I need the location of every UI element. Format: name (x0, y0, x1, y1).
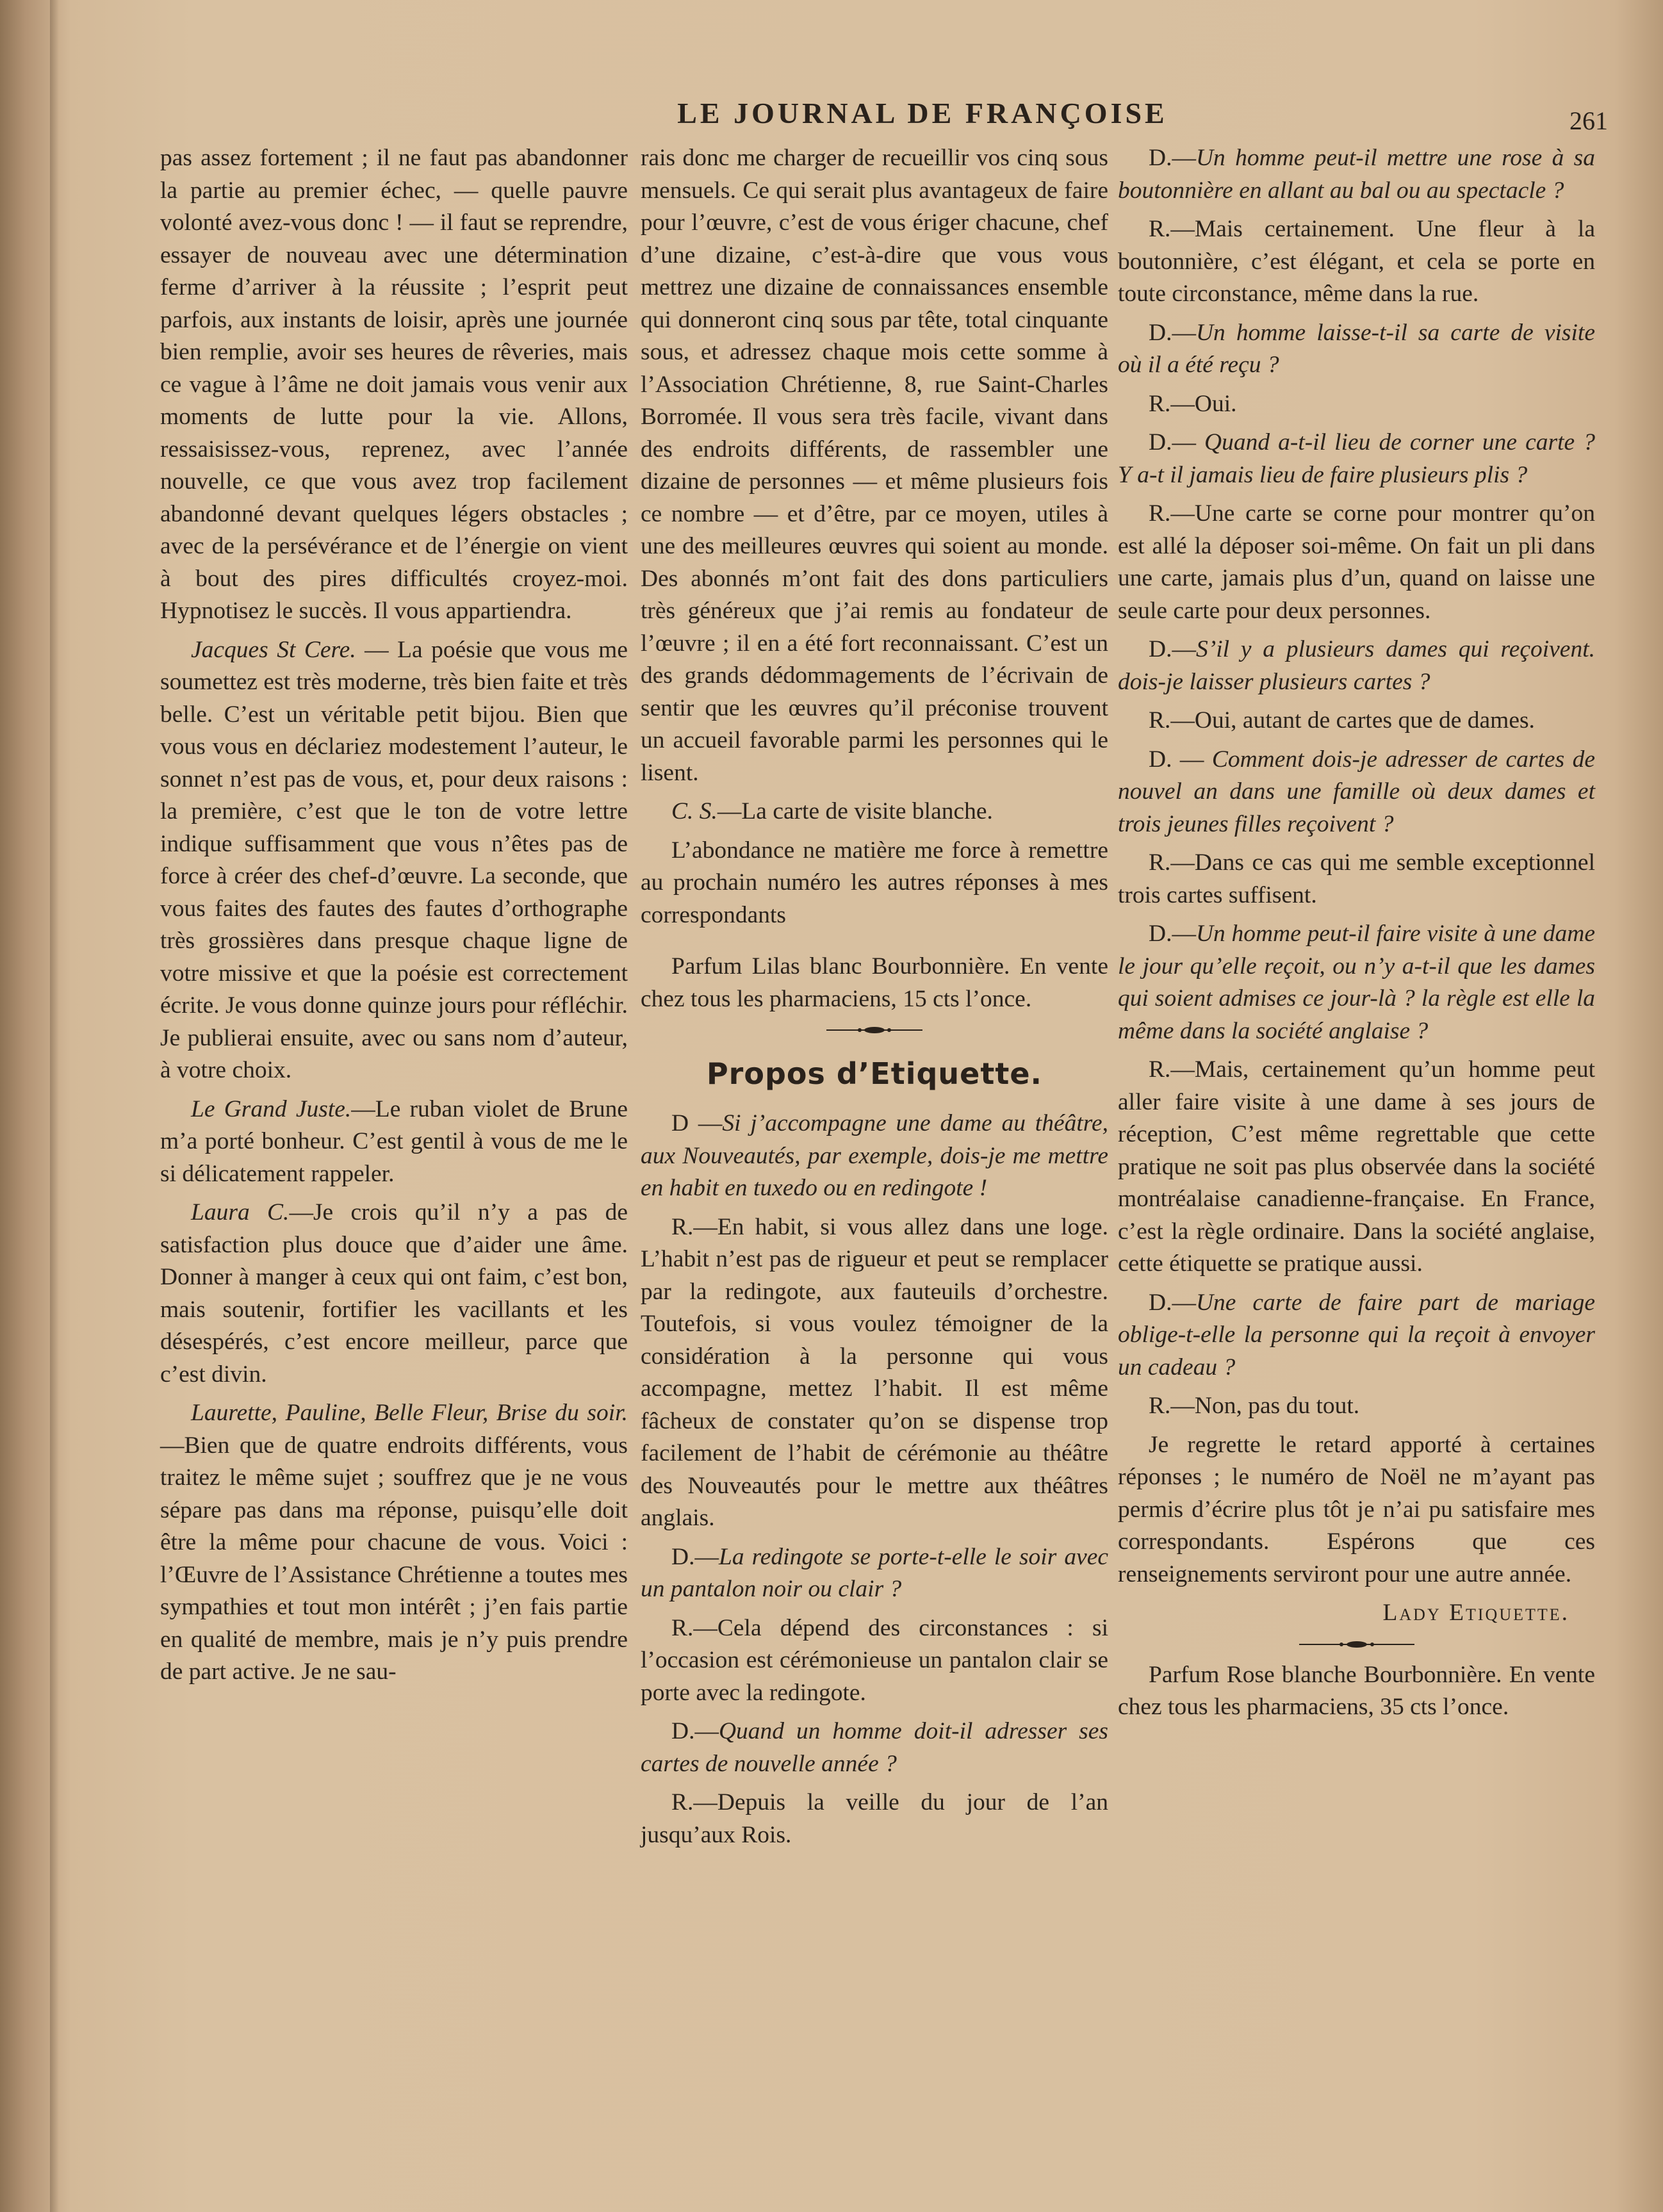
answer: R.—Oui, autant de cartes que de dames. (1149, 707, 1535, 733)
correspondent-name: Le Grand Juste. (191, 1095, 352, 1122)
question-prefix: D. — (1149, 746, 1212, 773)
answer: R.—En habit, si vous allez dans une loge. L’habit n’est pas de rigueur et peut se remplacer par la redingote, aux fauteuils d’orchestre. Toutefois, si vous voulez témoigner de la considération à la personne qui vous accompagne, mettez l’habit. Il est même fâcheux de constater qu’on se dispense trop facilement de l’habit de cérémonie au théâtre des Nouveautés pour le mettre aux théâtres anglais. (641, 1213, 1108, 1531)
answer: R.—Non, pas du tout. (1149, 1393, 1360, 1419)
question-text: S’il y a plusieurs dames qui reçoivent. dois-je laisser plusieurs cartes ? (1118, 636, 1595, 695)
question-prefix: D.— (1149, 636, 1196, 662)
question-text: Quand a-t-il lieu de corner une carte ? Y a-t il jamais lieu de faire plusieurs plis ? (1118, 429, 1595, 488)
question-prefix: D.— (1149, 145, 1196, 171)
question-text: Si j’accompagne une dame au théâtre, aux Nouveautés, par exemple, dois-je me mettre en habit en tuxedo ou en redingote ! (641, 1110, 1108, 1201)
ornament-divider-icon (826, 1026, 922, 1035)
journal-title: LE JOURNAL DE FRANÇOISE (677, 97, 1168, 129)
reply-text: —La carte de visite blanche. (717, 798, 993, 824)
question (641, 1716, 1108, 1780)
question-text: La redingote se porte-t-elle le soir avec un pantalon noir ou clair ? (641, 1543, 1108, 1602)
question-prefix: D.— (1149, 429, 1205, 455)
question-prefix: D.— (1149, 1289, 1196, 1316)
question (1118, 317, 1595, 382)
paragraph: L’abondance ne matière me force à remettre au prochain numéro les autres réponses à mes correspondants (641, 837, 1108, 928)
question-prefix: D.— (1149, 921, 1196, 947)
answer: R.—Dans ce cas qui me semble exceptionnel trois cartes suffisent. (1118, 849, 1595, 908)
question-prefix: D.— (1149, 319, 1196, 346)
correspondent-name: Laura C. (191, 1199, 290, 1225)
answer: R.—Mais certainement. Une fleur à la boutonnière, c’est élégant, et cela se porte en toute circonstance, même dans la rue. (1118, 216, 1595, 307)
reply-text: —Je crois qu’il n’y a pas de satisfaction plus douce que d’aider une âme. Donner à manger à ceux qui ont faim, c’est bon, mais soutenir, fortifier les vacillants et les désespérés, c’est encore meilleur, parce que c’est divin. (160, 1199, 628, 1388)
paragraph: pas assez fortement ; il ne faut pas abandonner la partie au premier échec, — quelle pauvre volonté avez-vous donc ! — il faut se reprendre, essayer de nouveau avec une détermination ferme d’arriver à la réussite ; l’esprit peut parfois, aux instants de loisir, après une journée bien remplie, avoir ses heures de rêveries, mais ce vague à l’âme ne doit jamais vous venir aux moments de lutte pour la vie. Allons, ressaisissez-vous, reprenez, avec l’année nouvelle, ce que vous avez trop facilement abandonné devant quelques légers obstacles ; avec de la persévérance et de l’énergie on vient à bout des pires difficultés croyez-moi. Hypnotisez le succès. Il vous appartiendra. (160, 145, 628, 624)
reply-entry (160, 634, 628, 1087)
reply-text: — La poésie que vous me soumettez est très moderne, très bien faite et très belle. C’est un véritable petit bijou. Bien que vous vous en déclariez modestement l’auteur, le sonnet n’est pas de vous, et, pour deux raisons : la première, c’est que le ton de votre lettre indique suffisamment que vous n’êtes pas de force à créer des chef-d’œuvre. La seconde, que vous faites des fautes des fautes d’orthographe très grossières dans presque chaque ligne de votre missive et que la poésie est correctement écrite. Je vous donne quinze jours pour réfléchir. Je publierai ensuite, avec ou sans nom d’auteur, à votre choix. (160, 636, 628, 1083)
answer: R.—Une carte se corne pour montrer qu’on est allé la déposer soi-même. On fait un pli dans une carte, jamais plus d’un, quand on laisse une seule carte pour deux personnes. (1118, 500, 1595, 624)
answer: R.—Mais, certainement qu’un homme peut aller faire visite à une dame à ses jours de réception, C’est même regrettable que cette pratique ne soit pas plus observée dans la société montréalaise canadienne-française. En France, c’est la règle ordinaire. Dans la société anglaise, cette étiquette se pratique aussi. (1118, 1056, 1595, 1277)
question (1118, 1287, 1595, 1384)
question (1118, 142, 1595, 207)
reply-entry (160, 1197, 628, 1391)
column-3 (1118, 142, 1595, 1730)
question-text: Un homme laisse-t-il sa carte de visite où il a été reçu ? (1118, 319, 1595, 378)
question (1118, 634, 1595, 698)
question-text: Quand un homme doit-il adresser ses cartes de nouvelle année ? (641, 1718, 1108, 1777)
perfume-advertisement: Parfum Rose blanche Bourbonnière. En vente chez tous les pharmaciens, 35 cts l’once. (1118, 1661, 1595, 1720)
reply-entry (160, 1397, 628, 1689)
signature: Lady Etiquette. (1382, 1600, 1569, 1626)
question (1118, 744, 1595, 841)
answer: R.—Cela dépend des circonstances : si l’occasion est cérémonieuse un pantalon clair se porte avec la redingote. (641, 1614, 1108, 1706)
answer: R.—Oui. (1149, 390, 1237, 417)
answer: R.—Depuis la veille du jour de l’an jusqu’aux Rois. (641, 1789, 1108, 1848)
reply-text: —Le ruban violet de Brune m’a porté bonheur. C’est gentil à vous de me le si délicatement rappeler. (160, 1095, 628, 1187)
binding-fold (50, 0, 59, 2212)
correspondent-name: Jacques St Cere. (191, 636, 356, 663)
correspondent-name: C. S. (671, 798, 717, 824)
question (1118, 918, 1595, 1047)
question-text: Un homme peut-il faire visite à une dame le jour qu’elle reçoit, ou n’y a-t-il que les dames qui soient admises ce jour-là ? la règle est elle la même dans la société anglaise ? (1118, 921, 1595, 1044)
reply-entry (160, 1094, 628, 1191)
page-number: 261 (1569, 106, 1608, 135)
question-text: Comment dois-je adresser de cartes de nouvel an dans une famille où deux dames et trois jeunes filles reçoivent ? (1118, 746, 1595, 837)
reply-entry (641, 796, 1108, 828)
question (641, 1541, 1108, 1606)
question-text: Une carte de faire part de mariage oblige-t-elle la personne qui la reçoit à envoyer un cadeau ? (1118, 1289, 1595, 1380)
question (641, 1108, 1108, 1205)
question (1118, 427, 1595, 491)
perfume-advertisement: Parfum Lilas blanc Bourbonnière. En vente chez tous les pharmaciens, 15 cts l’once. (641, 953, 1108, 1012)
column-2 (641, 142, 1108, 1858)
ornament-divider-icon (1299, 1640, 1414, 1649)
column-1 (160, 142, 628, 1695)
closing-paragraph: Je regrette le retard apporté à certaines réponses ; le numéro de Noël ne m’ayant pas permis d’écrire plus tôt je n’ai pu satisfaire mes correspondants. Espérons que ces renseignements serviront pour une autre année. (1118, 1431, 1595, 1587)
question-prefix: D.— (671, 1543, 719, 1570)
section-heading: Propos d’Etiquette. (706, 1056, 1043, 1091)
question-prefix: D.— (671, 1718, 719, 1744)
question-text: Un homme peut-il mettre une rose à sa boutonnière en allant au bal ou au spectacle ? (1118, 145, 1595, 204)
question-prefix: D — (671, 1110, 723, 1136)
correspondent-name: Laurette, Pauline, Belle Fleur, Brise du soir. (191, 1400, 628, 1426)
paragraph: rais donc me charger de recueillir vos cinq sous mensuels. Ce qui serait plus avantageux de faire pour l’œuvre, c’est de vous ériger chacune, chef d’une dizaine, c’est-à-dire que vous vous mettrez une dizaine de connaissances ensemble qui donneront cinq sous par tête, total cinquante sous, et adressez chaque mois cette somme à l’Association Chrétienne, 8, rue Saint-Charles Borromée. Il vous sera très facile, vivant dans des endroits différents, de rassembler une dizaine de personnes — et même plusieurs fois ce nombre — et d’être, par ce moyen, utiles à une des meilleures œuvres qui soient au monde. Des abonnés m’ont fait des dons particuliers très généreux que j’ai remis au fondateur de l’œuvre ; il en a été fort reconnaissant. C’est un des grands dédommagements de l’écrivain de sentir que les œuvres qu’il préconise trouvent un accueil favorable parmi les personnes qui le lisent. (641, 145, 1108, 786)
reply-text: —Bien que de quatre endroits différents, vous traitez le même sujet ; souffrez que je ne vous sépare pas dans ma réponse, puisqu’elle doit être la même pour chacune de vous. Voici : l’Œuvre de l’Assistance Chrétienne a toutes mes sympathies et tout mon intérêt ; j’en fais partie en qualité de membre, mais je n’y puis prendre de part active. Je ne sau- (160, 1432, 628, 1685)
